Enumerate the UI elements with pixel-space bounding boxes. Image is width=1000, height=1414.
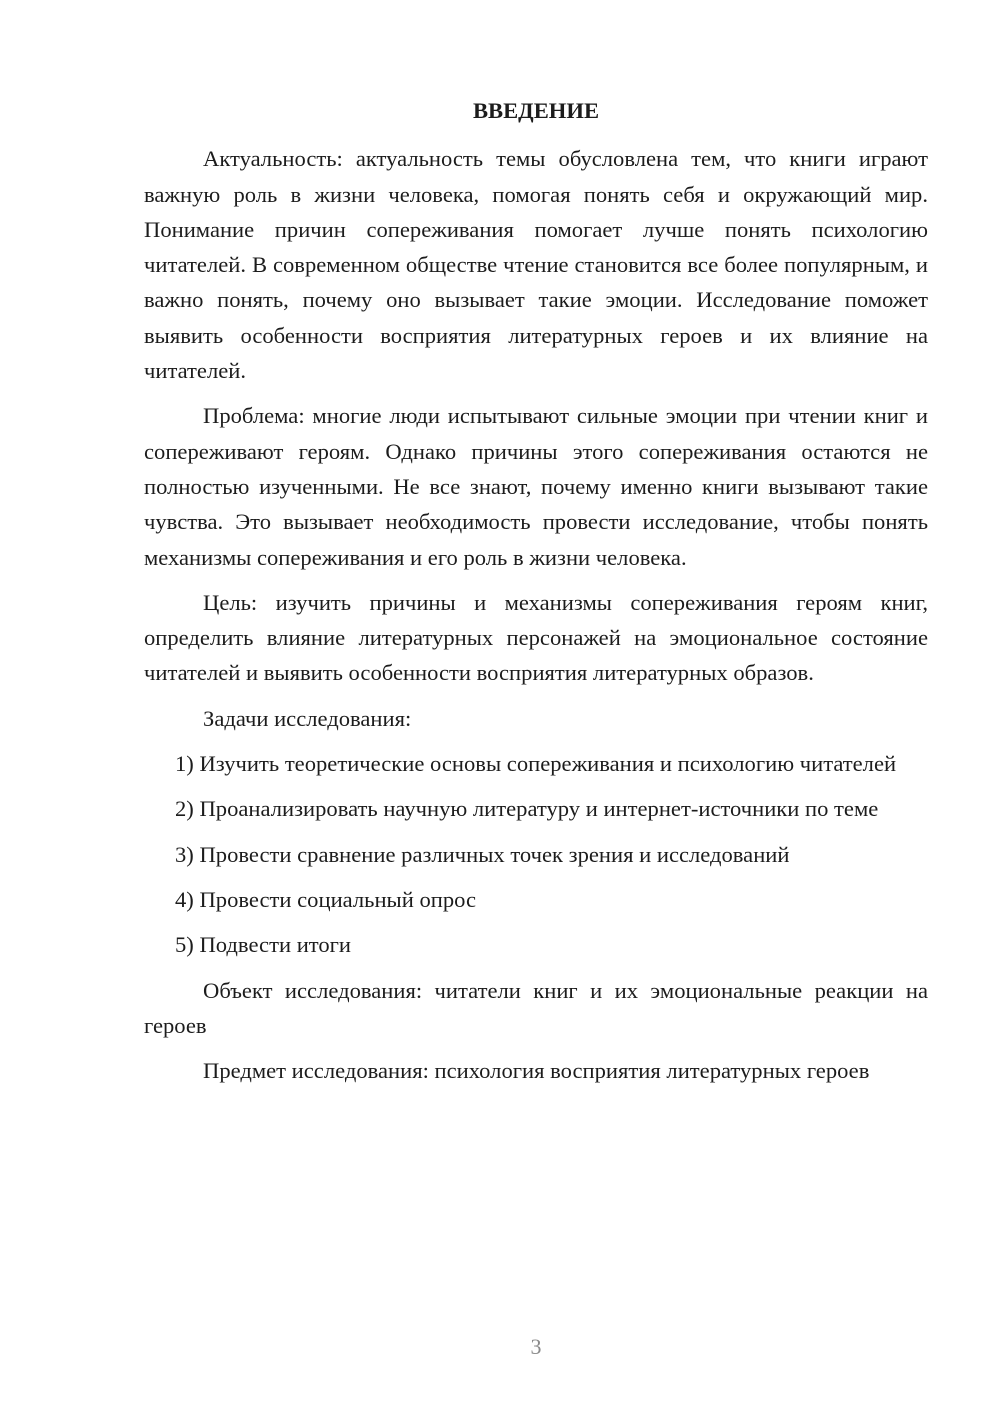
goal-paragraph: Цель: изучить причины и механизмы сопереживания героям книг, определить влияние литературных персонажей на эмоциональное состояние читателей и выявить особенности восприятия литературных образов. <box>144 589 928 686</box>
tasks-list <box>144 746 928 962</box>
list-item: 1) Изучить теоретические основы сопереживания и психологию читателей <box>175 751 897 777</box>
section-title: ВВЕДЕНИЕ <box>472 98 600 123</box>
page-content <box>144 93 928 1098</box>
problem-paragraph: Проблема: многие люди испытывают сильные эмоции при чтении книг и сопереживают героям. Однако причины этого сопереживания остаются не полностью изученными. Не все знают, почему именно книги вызывают такие чувства. Это вызывает необходимость провести исследование, чтобы понять механизмы сопереживания и его роль в жизни человека. <box>144 403 928 570</box>
tasks-heading: Задачи исследования: <box>203 705 412 731</box>
relevance-paragraph: Актуальность: актуальность темы обусловлена тем, что книги играют важную роль в жизни человека, помогая понять себя и окружающий мир. Понимание причин сопереживания помогает лучше понять психологию читателей. В современном обществе чтение становится все более популярным, и важно понять, почему оно вызывает такие эмоции. Исследование поможет выявить особенности восприятия литературных героев и их влияние на читателей. <box>144 146 928 384</box>
list-item: 3) Провести сравнение различных точек зрения и исследований <box>175 841 790 867</box>
list-item: 4) Провести социальный опрос <box>175 886 477 912</box>
subject-paragraph: Предмет исследования: психология восприятия литературных героев <box>203 1058 870 1084</box>
list-item: 5) Подвести итоги <box>175 932 352 958</box>
object-paragraph: Объект исследования: читатели книг и их эмоциональные реакции на героев <box>144 977 928 1038</box>
list-item: 2) Проанализировать научную литературу и интернет-источники по теме <box>175 796 879 822</box>
page-number: 3 <box>530 1334 542 1359</box>
